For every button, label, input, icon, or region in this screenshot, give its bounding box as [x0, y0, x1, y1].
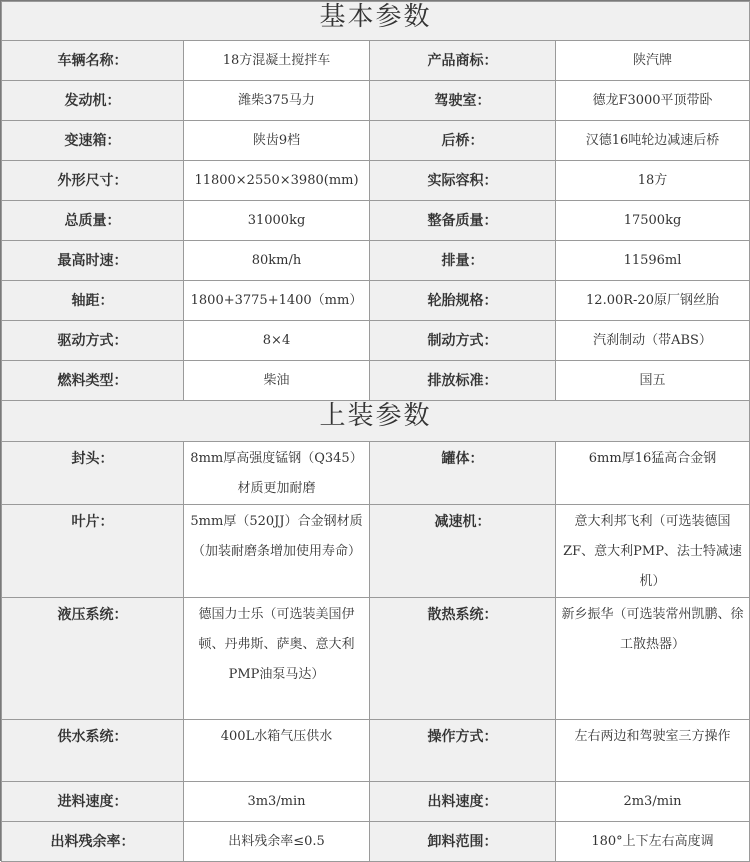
- emission-label: 排放标准：: [370, 361, 556, 401]
- unload-range-value: 180°上下左右高度调: [556, 822, 750, 862]
- cab-value: 德龙F3000平顶带卧: [556, 81, 750, 121]
- capacity-label: 实际容积：: [370, 161, 556, 201]
- head-value: 8mm厚高强度锰钢（Q345）材质更加耐磨: [184, 442, 370, 505]
- engine-label: 发动机：: [2, 81, 184, 121]
- brake-type-label: 制动方式：: [370, 321, 556, 361]
- residue-rate-label: 出料残余率：: [2, 822, 184, 862]
- table-row: [2, 201, 750, 241]
- cab-label: 驾驶室：: [370, 81, 556, 121]
- table-row: [2, 782, 750, 822]
- head-label: 封头：: [2, 442, 184, 505]
- basic-params-title: 基本参数: [2, 2, 750, 41]
- vehicle-name-value: 18方混凝土搅拌车: [184, 41, 370, 81]
- table-row: [2, 41, 750, 81]
- brand-label: 产品商标：: [370, 41, 556, 81]
- displacement-value: 11596ml: [556, 241, 750, 281]
- brand-value: 陕汽牌: [556, 41, 750, 81]
- residue-rate-value: 出料残余率≤0.5: [184, 822, 370, 862]
- displacement-label: 排量：: [370, 241, 556, 281]
- gearbox-label: 变速箱：: [2, 121, 184, 161]
- cooling-value: 新乡振华（可选装常州凯鹏、徐工散热器）: [556, 598, 750, 720]
- table-row: [2, 161, 750, 201]
- operation-value: 左右两边和驾驶室三方操作: [556, 720, 750, 782]
- water-supply-value: 400L水箱气压供水: [184, 720, 370, 782]
- gross-mass-value: 31000kg: [184, 201, 370, 241]
- wheelbase-label: 轴距：: [2, 281, 184, 321]
- dimensions-label: 外形尺寸：: [2, 161, 184, 201]
- table-row: [2, 822, 750, 862]
- gross-mass-label: 总质量：: [2, 201, 184, 241]
- cooling-label: 散热系统：: [370, 598, 556, 720]
- operation-label: 操作方式：: [370, 720, 556, 782]
- curb-mass-label: 整备质量：: [370, 201, 556, 241]
- rear-axle-label: 后桥：: [370, 121, 556, 161]
- tank-value: 6mm厚16猛高合金钢: [556, 442, 750, 505]
- tire-spec-value: 12.00R-20原厂钢丝胎: [556, 281, 750, 321]
- rear-axle-value: 汉德16吨轮边减速后桥: [556, 121, 750, 161]
- table-row: [2, 598, 750, 720]
- table-row: [2, 720, 750, 782]
- emission-value: 国五: [556, 361, 750, 401]
- wheelbase-value: 1800+3775+1400（mm）: [184, 281, 370, 321]
- table-row: [2, 121, 750, 161]
- table-row: [2, 81, 750, 121]
- hydraulic-label: 液压系统：: [2, 598, 184, 720]
- spec-table: [1, 1, 750, 862]
- table-row: [2, 281, 750, 321]
- vehicle-name-label: 车辆名称：: [2, 41, 184, 81]
- fuel-type-label: 燃料类型：: [2, 361, 184, 401]
- curb-mass-value: 17500kg: [556, 201, 750, 241]
- max-speed-label: 最高时速：: [2, 241, 184, 281]
- drive-type-label: 驱动方式：: [2, 321, 184, 361]
- table-row: [2, 361, 750, 401]
- fuel-type-value: 柴油: [184, 361, 370, 401]
- reducer-value: 意大利邦飞利（可选装德国ZF、意大利PMP、法士特减速机）: [556, 505, 750, 598]
- reducer-label: 减速机：: [370, 505, 556, 598]
- gearbox-value: 陕齿9档: [184, 121, 370, 161]
- blade-label: 叶片：: [2, 505, 184, 598]
- max-speed-value: 80km/h: [184, 241, 370, 281]
- tank-label: 罐体：: [370, 442, 556, 505]
- water-supply-label: 供水系统：: [2, 720, 184, 782]
- table-row: [2, 505, 750, 598]
- unload-range-label: 卸料范围：: [370, 822, 556, 862]
- hydraulic-value: 德国力士乐（可选装美国伊顿、丹弗斯、萨奥、意大利PMP油泵马达）: [184, 598, 370, 720]
- upper-params-title: 上装参数: [2, 401, 750, 442]
- table-row: [2, 241, 750, 281]
- drive-type-value: 8×4: [184, 321, 370, 361]
- tire-spec-label: 轮胎规格：: [370, 281, 556, 321]
- table-row: [2, 321, 750, 361]
- feed-speed-label: 进料速度：: [2, 782, 184, 822]
- feed-speed-value: 3m3/min: [184, 782, 370, 822]
- discharge-speed-label: 出料速度：: [370, 782, 556, 822]
- discharge-speed-value: 2m3/min: [556, 782, 750, 822]
- table-row: [2, 442, 750, 505]
- blade-value: 5mm厚（520JJ）合金钢材质（加装耐磨条增加使用寿命）: [184, 505, 370, 598]
- dimensions-value: 11800×2550×3980(mm): [184, 161, 370, 201]
- capacity-value: 18方: [556, 161, 750, 201]
- engine-value: 潍柴375马力: [184, 81, 370, 121]
- brake-type-value: 汽刹制动（带ABS）: [556, 321, 750, 361]
